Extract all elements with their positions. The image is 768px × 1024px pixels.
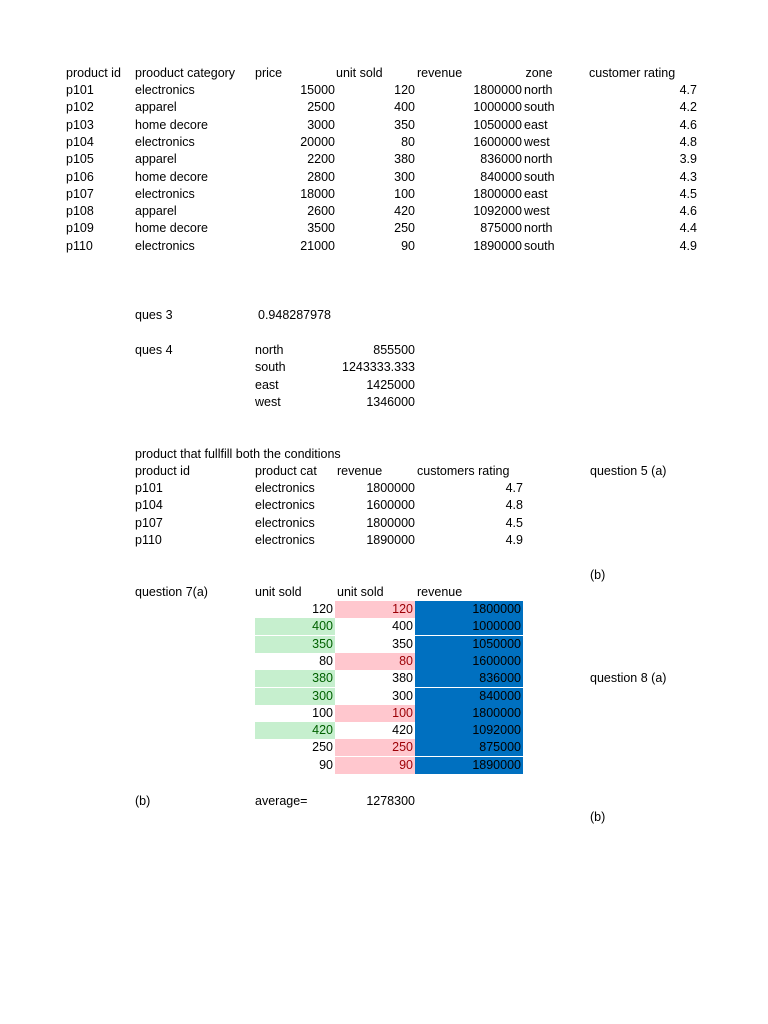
table-cell: electronics [135, 134, 195, 149]
table-cell: east [524, 117, 548, 132]
table-cell: south [524, 238, 555, 253]
header-prooduct-category: prooduct category [135, 66, 236, 80]
q7-unit-sold-2-cell: 90 [335, 757, 415, 774]
table-cell: 2500 [307, 100, 335, 115]
cond-cell: p110 [135, 532, 162, 547]
q7-unit-sold-cell: 80 [319, 653, 333, 668]
table-cell: p108 [66, 204, 94, 219]
table-cell: p103 [66, 117, 94, 132]
cond-header: product id [135, 464, 190, 478]
table-cell: 420 [394, 204, 415, 219]
table-cell: 4.6 [679, 204, 697, 219]
cond-cell: 1800000 [366, 481, 415, 495]
q7-unit-sold-cell: 400 [255, 618, 335, 635]
table-cell: 380 [394, 152, 415, 167]
table-cell: home decore [135, 117, 208, 132]
q7-unit-sold-2-cell: 300 [392, 688, 413, 703]
q7-revenue-cell: 1600000 [415, 653, 523, 670]
table-cell: 4.3 [679, 169, 697, 184]
q7-revenue-cell: 1050000 [415, 636, 523, 653]
table-cell: east [524, 186, 548, 201]
q7-revenue-cell: 1890000 [415, 757, 523, 774]
table-cell: 100 [394, 186, 415, 201]
table-cell: 2600 [307, 204, 335, 219]
table-cell: north [524, 152, 553, 167]
cond-cell: 1890000 [366, 532, 415, 547]
zone-name: south [255, 360, 286, 375]
cond-header: revenue [337, 464, 383, 478]
question-7a-label: question 7(a) [135, 585, 208, 599]
q7-header: unit sold [255, 585, 302, 599]
table-cell: p101 [66, 83, 94, 97]
table-cell: apparel [135, 100, 177, 115]
table-cell: 15000 [300, 83, 335, 97]
q7-unit-sold-cell: 250 [312, 740, 333, 755]
q7-unit-sold-cell: 90 [319, 757, 333, 772]
zone-value: 1346000 [366, 394, 415, 409]
cond-cell: 1600000 [366, 498, 415, 513]
q7-unit-sold-2-cell: 80 [335, 653, 415, 670]
zone-name: east [255, 377, 279, 392]
cond-header: product cat [255, 464, 317, 478]
table-cell: home decore [135, 169, 208, 184]
q7-unit-sold-2-cell: 100 [335, 705, 415, 722]
average-label: average= [255, 794, 308, 808]
table-cell: 4.9 [679, 238, 697, 253]
q7b-label: (b) [135, 794, 151, 808]
table-cell: 21000 [300, 238, 335, 253]
question-5a-label: question 5 (a) [590, 464, 667, 478]
q7-unit-sold-2-cell: 400 [392, 619, 413, 634]
table-cell: 875000 [480, 221, 522, 236]
table-cell: p102 [66, 100, 94, 115]
q7-header: unit sold [337, 585, 384, 599]
ques3-value: 0.948287978 [258, 308, 331, 322]
table-cell: 1000000 [473, 100, 522, 115]
table-cell: apparel [135, 204, 177, 219]
table-cell: south [524, 100, 555, 115]
q7-unit-sold-2-cell: 250 [335, 739, 415, 756]
q7-header: revenue [417, 585, 463, 599]
q7-revenue-cell: 836000 [415, 670, 523, 687]
table-cell: 3.9 [679, 152, 697, 167]
cond-cell: p107 [135, 515, 163, 530]
cond-header: customers rating [417, 464, 510, 478]
cond-cell: 4.9 [505, 532, 523, 547]
cond-cell: p104 [135, 498, 163, 513]
header-customer-rating: customer rating [589, 66, 676, 80]
question-8b-label: (b) [590, 810, 606, 824]
table-cell: 2200 [307, 152, 335, 167]
zone-value: 855500 [373, 343, 415, 357]
q7-revenue-cell: 875000 [415, 739, 523, 756]
table-cell: p104 [66, 134, 94, 149]
header-price: price [255, 66, 283, 80]
conditions-title: product that fullfill both the conditions [135, 447, 341, 461]
table-cell: north [524, 83, 553, 97]
table-cell: 4.8 [679, 134, 697, 149]
table-cell: 1600000 [473, 134, 522, 149]
cond-cell: 4.7 [505, 481, 523, 495]
table-cell: 1092000 [473, 204, 522, 219]
q7-revenue-cell: 840000 [415, 688, 523, 705]
table-cell: 20000 [300, 134, 335, 149]
q7-unit-sold-cell: 120 [312, 602, 333, 616]
zone-value: 1425000 [366, 377, 415, 392]
table-cell: 1800000 [473, 186, 522, 201]
cond-cell: 4.8 [505, 498, 523, 513]
q7-unit-sold-2-cell: 350 [392, 636, 413, 651]
q7-unit-sold-cell: 100 [312, 705, 333, 720]
table-cell: p105 [66, 152, 94, 167]
cond-cell: electronics [255, 481, 315, 495]
q7-unit-sold-cell: 300 [255, 688, 335, 705]
table-cell: 4.4 [679, 221, 697, 236]
zone-name: west [255, 394, 281, 409]
q7-unit-sold-cell: 350 [255, 636, 335, 653]
table-cell: home decore [135, 221, 208, 236]
table-cell: p107 [66, 186, 94, 201]
q7-unit-sold-2-cell: 420 [392, 723, 413, 738]
table-cell: 90 [401, 238, 415, 253]
table-cell: north [524, 221, 553, 236]
zone-name: north [255, 343, 284, 357]
table-cell: 4.6 [679, 117, 697, 132]
cond-cell: 4.5 [505, 515, 523, 530]
q7-unit-sold-cell: 380 [255, 670, 335, 687]
table-cell: 1800000 [473, 83, 522, 97]
table-cell: 4.5 [679, 186, 697, 201]
header-revenue: revenue [417, 66, 463, 80]
table-cell: 250 [394, 221, 415, 236]
table-cell: 3500 [307, 221, 335, 236]
cond-cell: electronics [255, 515, 315, 530]
table-cell: electronics [135, 83, 195, 97]
table-cell: electronics [135, 186, 195, 201]
table-cell: p110 [66, 238, 93, 253]
table-cell: 1890000 [473, 238, 522, 253]
zone-value: 1243333.333 [342, 360, 415, 375]
table-cell: 400 [394, 100, 415, 115]
table-cell: p109 [66, 221, 94, 236]
q7-revenue-cell: 1092000 [415, 722, 523, 739]
q7-unit-sold-2-cell: 380 [392, 671, 413, 686]
ques4-label: ques 4 [135, 343, 173, 357]
q7-unit-sold-2-cell: 120 [335, 601, 415, 618]
header-product-id: product id [66, 66, 121, 80]
cond-cell: p101 [135, 481, 163, 495]
table-cell: p106 [66, 169, 94, 184]
table-cell: 80 [401, 134, 415, 149]
ques3-label: ques 3 [135, 308, 173, 322]
table-cell: 1050000 [473, 117, 522, 132]
table-cell: west [524, 134, 550, 149]
q7-revenue-cell: 1800000 [415, 705, 523, 722]
question-5b-label: (b) [590, 568, 606, 582]
cond-cell: 1800000 [366, 515, 415, 530]
question-8a-label: question 8 (a) [590, 671, 667, 685]
table-cell: 18000 [300, 186, 335, 201]
table-cell: 2800 [307, 169, 335, 184]
table-cell: apparel [135, 152, 177, 167]
table-cell: west [524, 204, 550, 219]
cond-cell: electronics [255, 498, 315, 513]
table-cell: 300 [394, 169, 415, 184]
table-cell: 3000 [307, 117, 335, 132]
q7-unit-sold-cell: 420 [255, 722, 335, 739]
table-cell: 4.2 [679, 100, 697, 115]
table-cell: south [524, 169, 555, 184]
table-cell: 350 [394, 117, 415, 132]
table-cell: 120 [394, 83, 415, 97]
cond-cell: electronics [255, 532, 315, 547]
header-zone: zone [525, 66, 553, 80]
q7-revenue-cell: 1800000 [415, 601, 523, 618]
average-value: 1278300 [366, 794, 415, 808]
table-cell: electronics [135, 238, 195, 253]
table-cell: 4.7 [679, 83, 697, 97]
q7-revenue-cell: 1000000 [415, 618, 523, 635]
table-cell: 836000 [480, 152, 522, 167]
header-unit-sold: unit sold [336, 66, 383, 80]
table-cell: 840000 [480, 169, 522, 184]
